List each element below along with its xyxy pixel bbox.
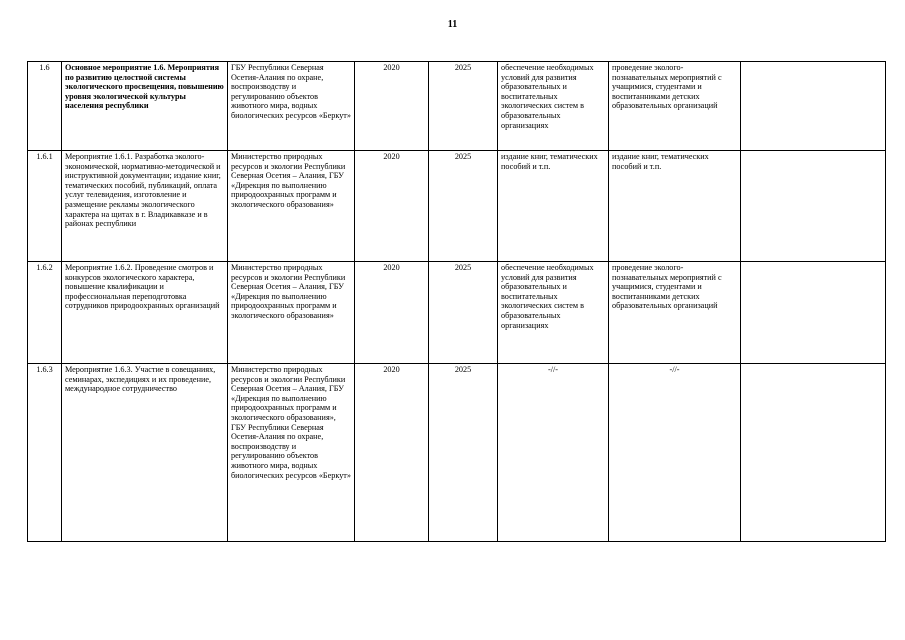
empty-cell [741,262,886,364]
indicator-link: издание книг, тематических пособий и т.п. [609,151,741,262]
empty-cell [741,364,886,542]
indicator-link: -//- [609,364,741,542]
table-row [28,62,886,151]
row-number: 1.6 [28,62,62,151]
indicator-link: проведение эколого-познавательных мероприятий с учащимися, студентами и воспитанниками детских образовательных организаций [609,62,741,151]
expected-result: -//- [498,364,609,542]
event-title: Мероприятие 1.6.2. Проведение смотров и конкурсов экологического характера, повышение квалификации и профессиональная переподготовка сотрудников природоохранных организаций [62,262,228,364]
table-row [28,364,886,542]
program-table [27,61,886,542]
row-number: 1.6.2 [28,262,62,364]
start-year: 2020 [355,262,429,364]
executor-cell: ГБУ Республики Северная Осетия-Алания по охране, воспроизводству и регулированию объектов животного мира, водных биологических ресурсов «Беркут» [228,62,355,151]
executor-cell: Министерство природных ресурсов и экологии Республики Северная Осетия – Алания, ГБУ «Дирекция по выполнению природоохранных программ и экологического образования» [228,262,355,364]
start-year: 2020 [355,364,429,542]
event-title: Мероприятие 1.6.1. Разработка эколого-экономической, нормативно-методической и инструктивной документации; издание книг, тематических пособий, публикаций, оплата услуг телевидения, изготовление и размещение рекламы экологического характера на щитах в г. Владикавказе и в районах республики [62,151,228,262]
start-year: 2020 [355,151,429,262]
indicator-link: проведение эколого-познавательных мероприятий с учащимися, студентами и воспитанниками детских образовательных организаций [609,262,741,364]
end-year: 2025 [429,364,498,542]
page-number: 11 [447,19,458,30]
expected-result: обеспечение необходимых условий для развития образовательных и воспитательных экологических систем в образовательных организациях [498,262,609,364]
executor-cell: Министерство природных ресурсов и экологии Республики Северная Осетия – Алания, ГБУ «Дирекция по выполнению природоохранных программ и экологического образования» [228,151,355,262]
empty-cell [741,151,886,262]
row-number: 1.6.3 [28,364,62,542]
end-year: 2025 [429,262,498,364]
table-row [28,151,886,262]
start-year: 2020 [355,62,429,151]
executor-cell: Министерство природных ресурсов и экологии Республики Северная Осетия – Алания, ГБУ «Дирекция по выполнению природоохранных программ и экологического образования», ГБУ Республики Северная Осетия-Алания по охране, воспроизводству и регулированию объектов животного мира, водных биологических ресурсов «Беркут» [228,364,355,542]
event-title: Мероприятие 1.6.3. Участие в совещаниях, семинарах, экспедициях и их проведение, международное сотрудничество [62,364,228,542]
event-title: Основное мероприятие 1.6. Мероприятия по развитию целостной системы экологического просвещения, повышению уровня экологической культуры населения республики [62,62,228,151]
empty-cell [741,62,886,151]
expected-result: обеспечение необходимых условий для развития образовательных и воспитательных экологических систем в образовательных организациях [498,62,609,151]
row-number: 1.6.1 [28,151,62,262]
expected-result: издание книг, тематических пособий и т.п. [498,151,609,262]
table-row [28,262,886,364]
end-year: 2025 [429,151,498,262]
end-year: 2025 [429,62,498,151]
